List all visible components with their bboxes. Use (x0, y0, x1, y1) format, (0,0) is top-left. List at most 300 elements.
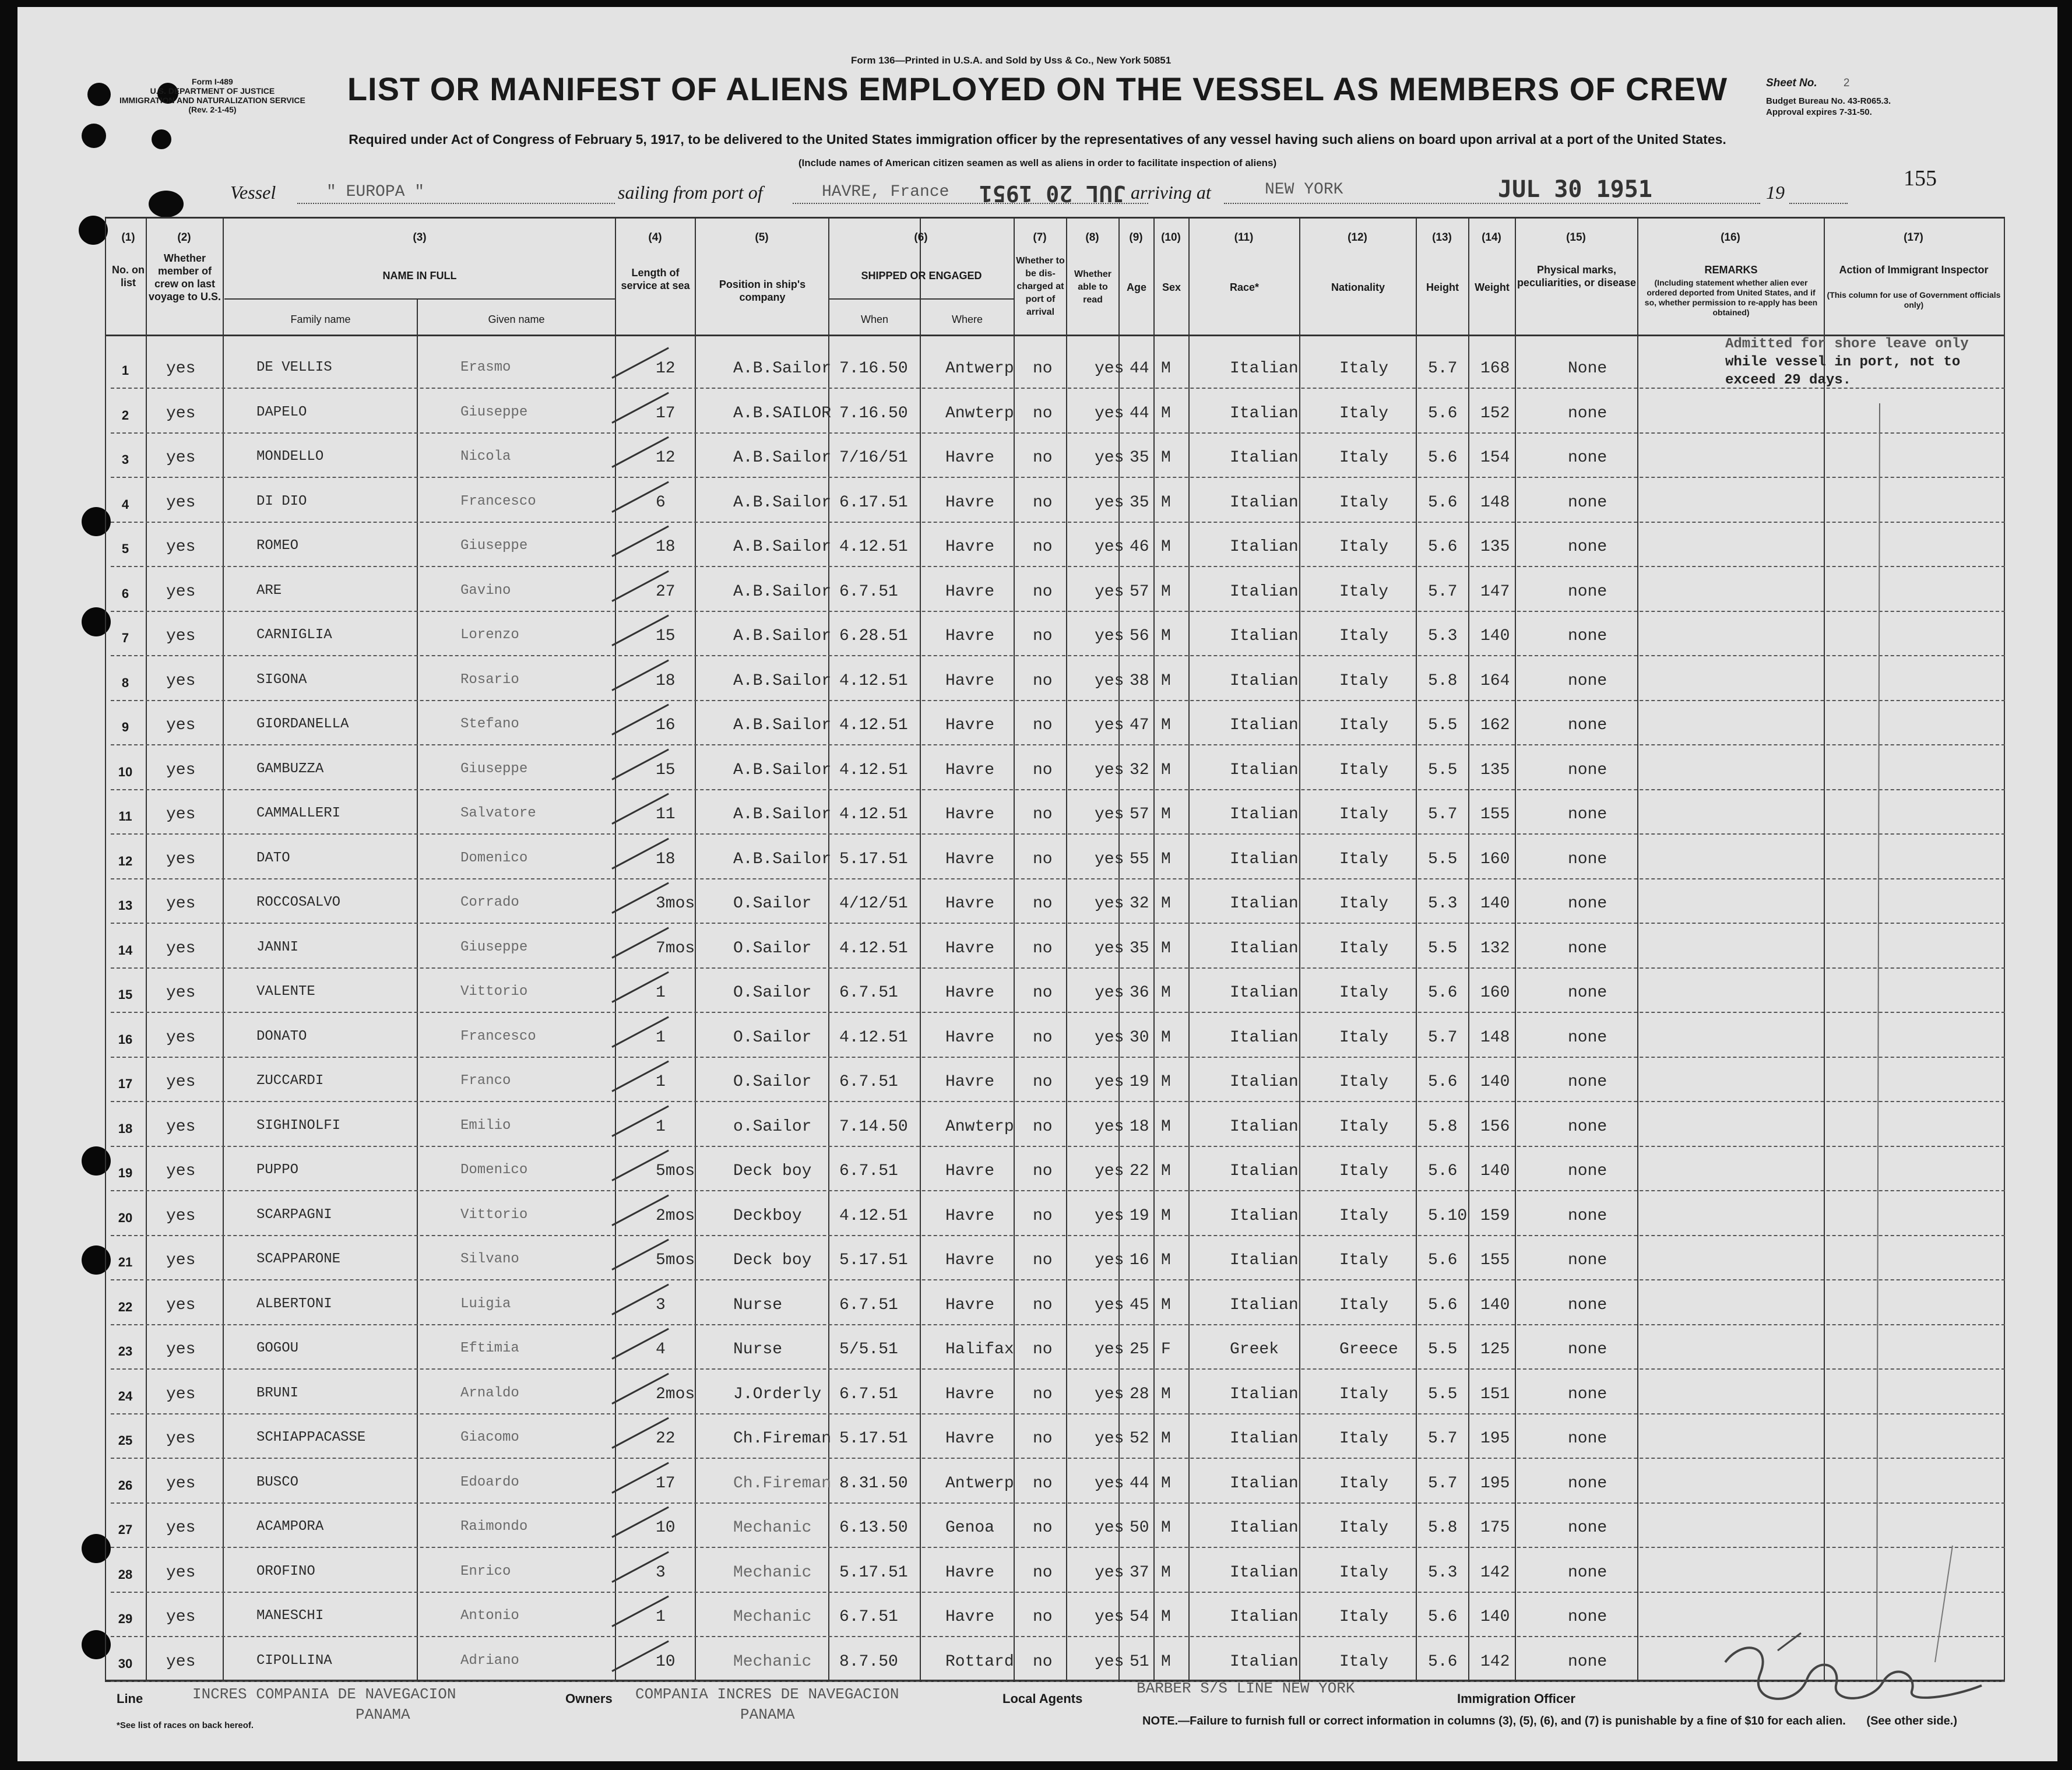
header-given-name: Given name (488, 314, 545, 325)
cell-service: 17 (656, 1474, 676, 1493)
cell-prev: yes (166, 1652, 196, 1671)
cell-when: 4.12.51 (839, 939, 908, 958)
cell-read: yes (1095, 895, 1124, 913)
cell-weight: 142 (1480, 1563, 1510, 1582)
column-rule (615, 218, 616, 1681)
cell-when: 6.7.51 (839, 1608, 898, 1626)
cell-weight: 148 (1480, 493, 1510, 512)
cell-disch: no (1033, 761, 1053, 779)
approval-expires: Approval expires 7-31-50. (1766, 107, 1872, 117)
cell-position: Deck boy (733, 1162, 812, 1180)
row-rule (111, 388, 2005, 389)
cell-disch: no (1033, 1206, 1053, 1225)
cell-given: Vittorio (460, 1206, 528, 1223)
row-rule (111, 967, 2005, 969)
cell-sex: M (1161, 939, 1171, 958)
column-number: (17) (1904, 231, 1923, 244)
cell-position: Mechanic (733, 1652, 812, 1671)
cell-family: CIPOLLINA (256, 1652, 332, 1669)
cell-sex: M (1161, 1296, 1171, 1314)
cell-race: Italian (1230, 1073, 1299, 1091)
cell-age: 51 (1130, 1652, 1149, 1671)
cell-weight: 154 (1480, 449, 1510, 467)
ink-blot (149, 191, 184, 217)
cell-weight: 135 (1480, 761, 1510, 779)
row-rule (111, 700, 2005, 701)
cell-prev: yes (166, 761, 196, 779)
cell-given: Gavino (460, 582, 511, 599)
cell-weight: 168 (1480, 360, 1510, 378)
cell-nat: Italy (1339, 449, 1389, 467)
cell-age: 37 (1130, 1563, 1149, 1582)
cell-nat: Italy (1339, 805, 1389, 824)
cell-prev: yes (166, 1073, 196, 1091)
cell-nat: Italy (1339, 1385, 1389, 1403)
cell-height: 5.6 (1428, 493, 1458, 512)
cell-marks: none (1568, 1117, 1607, 1136)
row-number: 7 (121, 631, 129, 645)
shipped-subheader-rule (829, 298, 1014, 300)
cell-position: Mechanic (733, 1519, 812, 1537)
cell-weight: 195 (1480, 1430, 1510, 1448)
punch-hole (82, 1534, 111, 1563)
cell-race: Italian (1230, 1117, 1299, 1136)
header-age: Age (1126, 281, 1146, 293)
cell-service: 5mos (656, 1162, 695, 1180)
cell-service: 17 (656, 404, 676, 423)
cell-prev: yes (166, 1474, 196, 1493)
cell-age: 16 (1130, 1251, 1149, 1269)
column-rule (2004, 218, 2005, 1681)
cell-age: 18 (1130, 1117, 1149, 1136)
cell-given: Vittorio (460, 984, 528, 1000)
cell-marks: none (1568, 404, 1607, 423)
cell-weight: 160 (1480, 850, 1510, 868)
cell-position: A.B.SAILOR (733, 404, 832, 423)
cell-race: Greek (1230, 1340, 1279, 1359)
row-number: 15 (118, 987, 133, 1002)
races-footnote: *See list of races on back hereof. (117, 1720, 254, 1730)
cell-disch: no (1033, 360, 1053, 378)
row-number: 25 (118, 1433, 133, 1448)
cell-race: Italian (1230, 1296, 1299, 1314)
cell-where: Havre (945, 1608, 995, 1626)
cell-height: 5.6 (1428, 1652, 1458, 1671)
cell-when: 8.7.50 (839, 1652, 898, 1671)
cell-service: 3mos (656, 895, 695, 913)
cell-disch: no (1033, 984, 1053, 1002)
cell-sex: M (1161, 360, 1171, 378)
cell-marks: none (1568, 1028, 1607, 1047)
header-weight: Weight (1475, 281, 1510, 293)
cell-sex: M (1161, 671, 1171, 690)
row-number: 1 (121, 363, 129, 378)
cell-when: 7.16.50 (839, 360, 908, 378)
cell-given: Giuseppe (460, 404, 528, 420)
cell-nat: Italy (1339, 1608, 1389, 1626)
cell-nat: Italy (1339, 1519, 1389, 1537)
cell-where: Havre (945, 805, 995, 824)
row-number: 12 (118, 853, 133, 868)
owners-value-country: PANAMA (740, 1706, 795, 1723)
cell-read: yes (1095, 1563, 1124, 1582)
cell-service: 1 (656, 1117, 666, 1136)
header-physical-marks: Physical marks, peculiarities, or disease (1517, 264, 1637, 288)
cell-position: Ch.Fireman (733, 1430, 832, 1448)
owners-label: Owners (565, 1691, 613, 1706)
cell-read: yes (1095, 1206, 1124, 1225)
cell-family: DE VELLIS (256, 360, 332, 375)
cell-race: Italian (1230, 1251, 1299, 1269)
cell-when: 6.7.51 (839, 1073, 898, 1091)
cell-prev: yes (166, 1340, 196, 1359)
cell-prev: yes (166, 1251, 196, 1269)
cell-sex: M (1161, 984, 1171, 1002)
cell-race: Italian (1230, 493, 1299, 512)
cell-nat: Italy (1339, 895, 1389, 913)
punch-hole (79, 216, 108, 245)
cell-position: O.Sailor (733, 1073, 812, 1091)
cell-weight: 140 (1480, 895, 1510, 913)
cell-height: 5.6 (1428, 1073, 1458, 1091)
cell-weight: 151 (1480, 1385, 1510, 1403)
row-number: 4 (121, 497, 129, 512)
cell-sex: M (1161, 1430, 1171, 1448)
cell-marks: none (1568, 984, 1607, 1002)
page-subtitle-note: (Include names of American citizen seamen as well as aliens in order to facilitate inspection of aliens) (798, 157, 1277, 168)
row-rule (111, 1324, 2005, 1325)
row-number: 29 (118, 1611, 133, 1626)
cell-height: 5.6 (1428, 1296, 1458, 1314)
cell-when: 7.14.50 (839, 1117, 908, 1136)
cell-marks: none (1568, 493, 1607, 512)
cell-age: 36 (1130, 984, 1149, 1002)
cell-when: 6.7.51 (839, 1385, 898, 1403)
cell-height: 5.6 (1428, 1162, 1458, 1180)
cell-service: 11 (656, 805, 676, 824)
agents-label: Local Agents (1002, 1691, 1083, 1706)
penalty-note-text: NOTE.—Failure to furnish full or correct information in columns (3), (5), (6), and (7) is punishable by a fine of $10 for each alien. (1142, 1715, 1846, 1727)
cell-sex: M (1161, 716, 1171, 734)
cell-disch: no (1033, 1563, 1053, 1582)
cell-prev: yes (166, 538, 196, 556)
cell-read: yes (1095, 493, 1124, 512)
officer-signature (1708, 1627, 1999, 1715)
column-number: (5) (755, 231, 769, 244)
cell-position: A.B.Sailor (733, 716, 832, 734)
column-rule (695, 218, 696, 1681)
cell-age: 38 (1130, 671, 1149, 690)
cell-nat: Italy (1339, 1430, 1389, 1448)
header-sex: Sex (1162, 281, 1181, 293)
cell-sex: M (1161, 627, 1171, 645)
cell-prev: yes (166, 716, 196, 734)
cell-prev: yes (166, 939, 196, 958)
cell-prev: yes (166, 895, 196, 913)
cell-disch: no (1033, 850, 1053, 868)
cell-height: 5.7 (1428, 582, 1458, 601)
cell-read: yes (1095, 1652, 1124, 1671)
cell-sex: M (1161, 1162, 1171, 1180)
cell-position: A.B.Sailor (733, 493, 832, 512)
row-rule (111, 833, 2005, 835)
cell-family: ZUCCARDI (256, 1073, 324, 1089)
row-number: 26 (118, 1477, 133, 1493)
cell-nat: Italy (1339, 716, 1389, 734)
cell-sex: M (1161, 1117, 1171, 1136)
cell-position: o.Sailor (733, 1117, 812, 1136)
cell-nat: Italy (1339, 1652, 1389, 1671)
cell-disch: no (1033, 449, 1053, 467)
cell-marks: none (1568, 1162, 1607, 1180)
cell-family: GIORDANELLA (256, 716, 349, 732)
printer-note: Form 136—Printed in U.S.A. and Sold by Uss & Co., New York 50851 (851, 55, 1172, 66)
header-prev-voyage: Whether member of crew on last voyage to U.S. (148, 252, 221, 302)
cell-service: 2mos (656, 1385, 695, 1403)
cell-service: 1 (656, 984, 666, 1002)
cell-sex: M (1161, 1251, 1171, 1269)
row-number: 17 (118, 1076, 133, 1091)
cell-read: yes (1095, 1430, 1124, 1448)
cell-race: Italian (1230, 984, 1299, 1002)
cell-nat: Italy (1339, 1206, 1389, 1225)
header-inspector-sub: (This column for use of Government officials only) (1827, 290, 2001, 309)
cell-disch: no (1033, 582, 1053, 601)
row-rule (111, 1547, 2005, 1548)
cell-age: 44 (1130, 404, 1149, 423)
cell-given: Domenico (460, 1162, 528, 1178)
cell-sex: M (1161, 761, 1171, 779)
cell-weight: 152 (1480, 404, 1510, 423)
cell-family: PUPPO (256, 1162, 299, 1178)
cell-marks: none (1568, 850, 1607, 868)
cell-height: 5.6 (1428, 984, 1458, 1002)
header-where: Where (951, 314, 983, 325)
cell-marks: none (1568, 716, 1607, 734)
cell-family: MANESCHI (256, 1608, 324, 1624)
cell-nat: Italy (1339, 1563, 1389, 1582)
year-underline (1789, 203, 1848, 204)
cell-race: Italian (1230, 895, 1299, 913)
cell-position: A.B.Sailor (733, 538, 832, 556)
cell-height: 5.3 (1428, 627, 1458, 645)
cell-race: Italian (1230, 1563, 1299, 1582)
cell-read: yes (1095, 1162, 1124, 1180)
cell-marks: none (1568, 1652, 1607, 1671)
cell-read: yes (1095, 984, 1124, 1002)
cell-read: yes (1095, 850, 1124, 868)
cell-height: 5.6 (1428, 404, 1458, 423)
cell-marks: none (1568, 1340, 1607, 1359)
cell-prev: yes (166, 1028, 196, 1047)
cell-weight: 125 (1480, 1340, 1510, 1359)
cell-given: Raimondo (460, 1519, 528, 1535)
cell-sex: M (1161, 1073, 1171, 1091)
column-rule (146, 218, 147, 1681)
cell-race: Italian (1230, 671, 1299, 690)
cell-service: 3 (656, 1563, 666, 1582)
row-rule (111, 744, 2005, 745)
cell-service: 5mos (656, 1251, 695, 1269)
cell-height: 5.3 (1428, 895, 1458, 913)
cell-given: Erasmo (460, 360, 511, 375)
cell-race: Italian (1230, 627, 1299, 645)
cell-read: yes (1095, 1251, 1124, 1269)
row-number: 18 (118, 1121, 133, 1136)
cell-height: 5.3 (1428, 1563, 1458, 1582)
row-number: 14 (118, 942, 133, 958)
column-number: (9) (1129, 231, 1143, 244)
cell-given: Adriano (460, 1652, 519, 1669)
cell-age: 50 (1130, 1519, 1149, 1537)
cell-prev: yes (166, 1117, 196, 1136)
cell-disch: no (1033, 1117, 1053, 1136)
cell-given: Silvano (460, 1251, 519, 1267)
cell-age: 35 (1130, 449, 1149, 467)
cell-position: O.Sailor (733, 1028, 812, 1047)
cell-disch: no (1033, 1608, 1053, 1626)
cell-age: 45 (1130, 1296, 1149, 1314)
arriving-underline (1224, 203, 1760, 204)
cell-where: Antwerp (945, 1474, 1014, 1493)
cell-when: 6.17.51 (839, 493, 908, 512)
cell-where: Genoa (945, 1519, 995, 1537)
cell-weight: 155 (1480, 805, 1510, 824)
header-nationality: Nationality (1331, 281, 1385, 293)
column-rule (1188, 218, 1190, 1681)
cell-disch: no (1033, 1652, 1053, 1671)
column-rule (1824, 218, 1825, 1681)
vessel-underline (297, 203, 615, 204)
cell-race: Italian (1230, 1385, 1299, 1403)
cell-height: 5.7 (1428, 1474, 1458, 1493)
row-rule (111, 477, 2005, 478)
cell-given: Nicola (460, 449, 511, 465)
row-rule (111, 789, 2005, 790)
cell-weight: 148 (1480, 1028, 1510, 1047)
cell-where: Havre (945, 1296, 995, 1314)
cell-race: Italian (1230, 1430, 1299, 1448)
cell-race: Italian (1230, 582, 1299, 601)
cell-weight: 140 (1480, 1608, 1510, 1626)
row-number: 8 (121, 675, 129, 690)
cell-family: ACAMPORA (256, 1519, 324, 1535)
cell-prev: yes (166, 449, 196, 467)
cell-weight: 140 (1480, 1073, 1510, 1091)
row-rule (111, 1592, 2005, 1593)
cell-sex: M (1161, 1206, 1171, 1225)
cell-family: ROCCOSALVO (256, 895, 341, 910)
cell-family: DATO (256, 850, 290, 866)
cell-age: 52 (1130, 1430, 1149, 1448)
cell-marks: none (1568, 582, 1607, 601)
cell-marks: none (1568, 1206, 1607, 1225)
header-no: No. on list (112, 264, 145, 288)
cell-height: 5.8 (1428, 671, 1458, 690)
cell-marks: none (1568, 1608, 1607, 1626)
cell-age: 28 (1130, 1385, 1149, 1403)
cell-family: SCAPPARONE (256, 1251, 341, 1267)
cell-family: OROFINO (256, 1563, 315, 1579)
column-number: (14) (1482, 231, 1501, 244)
cell-marks: none (1568, 671, 1607, 690)
row-rule (111, 878, 2005, 879)
cell-position: A.B.Sailor (733, 582, 832, 601)
cell-sex: F (1161, 1340, 1171, 1359)
cell-read: yes (1095, 716, 1124, 734)
cell-disch: no (1033, 1430, 1053, 1448)
cell-race: Italian (1230, 1608, 1299, 1626)
cell-disch: no (1033, 1474, 1053, 1493)
row-rule (111, 1502, 2005, 1504)
cell-where: Havre (945, 895, 995, 913)
cell-sex: M (1161, 582, 1171, 601)
cell-disch: no (1033, 1296, 1053, 1314)
sheet-number (1766, 77, 1849, 90)
cell-where: Havre (945, 1028, 995, 1047)
cell-sex: M (1161, 1474, 1171, 1493)
cell-when: 4.12.51 (839, 1206, 908, 1225)
cell-sex: M (1161, 404, 1171, 423)
line-value-country: PANAMA (356, 1706, 410, 1723)
row-rule (111, 1235, 2005, 1236)
cell-sex: M (1161, 805, 1171, 824)
cell-where: Havre (945, 1430, 995, 1448)
row-number: 16 (118, 1032, 133, 1047)
cell-given: Giacomo (460, 1430, 519, 1445)
column-number: (12) (1348, 231, 1367, 244)
cell-where: Anwterp (945, 1117, 1014, 1136)
cell-where: Havre (945, 449, 995, 467)
sheet-value: 2 (1843, 77, 1850, 89)
cell-sex: M (1161, 493, 1171, 512)
row-rule (111, 522, 2005, 523)
row-number: 9 (121, 720, 129, 734)
column-rule (1416, 218, 1417, 1681)
cell-age: 57 (1130, 805, 1149, 824)
cell-service: 1 (656, 1028, 666, 1047)
cell-nat: Italy (1339, 850, 1389, 868)
cell-race: Italian (1230, 538, 1299, 556)
cell-given: Stefano (460, 716, 519, 732)
row-number: 22 (118, 1299, 133, 1314)
column-number: (4) (648, 231, 662, 244)
cell-prev: yes (166, 404, 196, 423)
column-number: (2) (177, 231, 191, 244)
column-number: (6) (914, 231, 928, 244)
cell-position: A.B.Sailor (733, 761, 832, 779)
cell-race: Italian (1230, 1474, 1299, 1493)
header-shipped: SHIPPED OR ENGAGED (861, 270, 982, 281)
row-rule (111, 1413, 2005, 1414)
row-number: 11 (118, 809, 132, 824)
cell-family: SIGHINOLFI (256, 1117, 341, 1134)
cell-disch: no (1033, 538, 1053, 556)
cell-when: 6.13.50 (839, 1519, 908, 1537)
cell-service: 10 (656, 1519, 676, 1537)
cell-disch: no (1033, 1340, 1053, 1359)
column-rule (1014, 218, 1015, 1681)
cell-prev: yes (166, 1430, 196, 1448)
cell-disch: no (1033, 1073, 1053, 1091)
cell-position: Nurse (733, 1340, 783, 1359)
cell-age: 30 (1130, 1028, 1149, 1047)
cell-family: VALENTE (256, 984, 315, 1000)
cell-where: Anwterp (945, 404, 1014, 423)
cell-age: 32 (1130, 895, 1149, 913)
column-number: (1) (121, 231, 135, 244)
cell-given: Francesco (460, 1028, 536, 1044)
